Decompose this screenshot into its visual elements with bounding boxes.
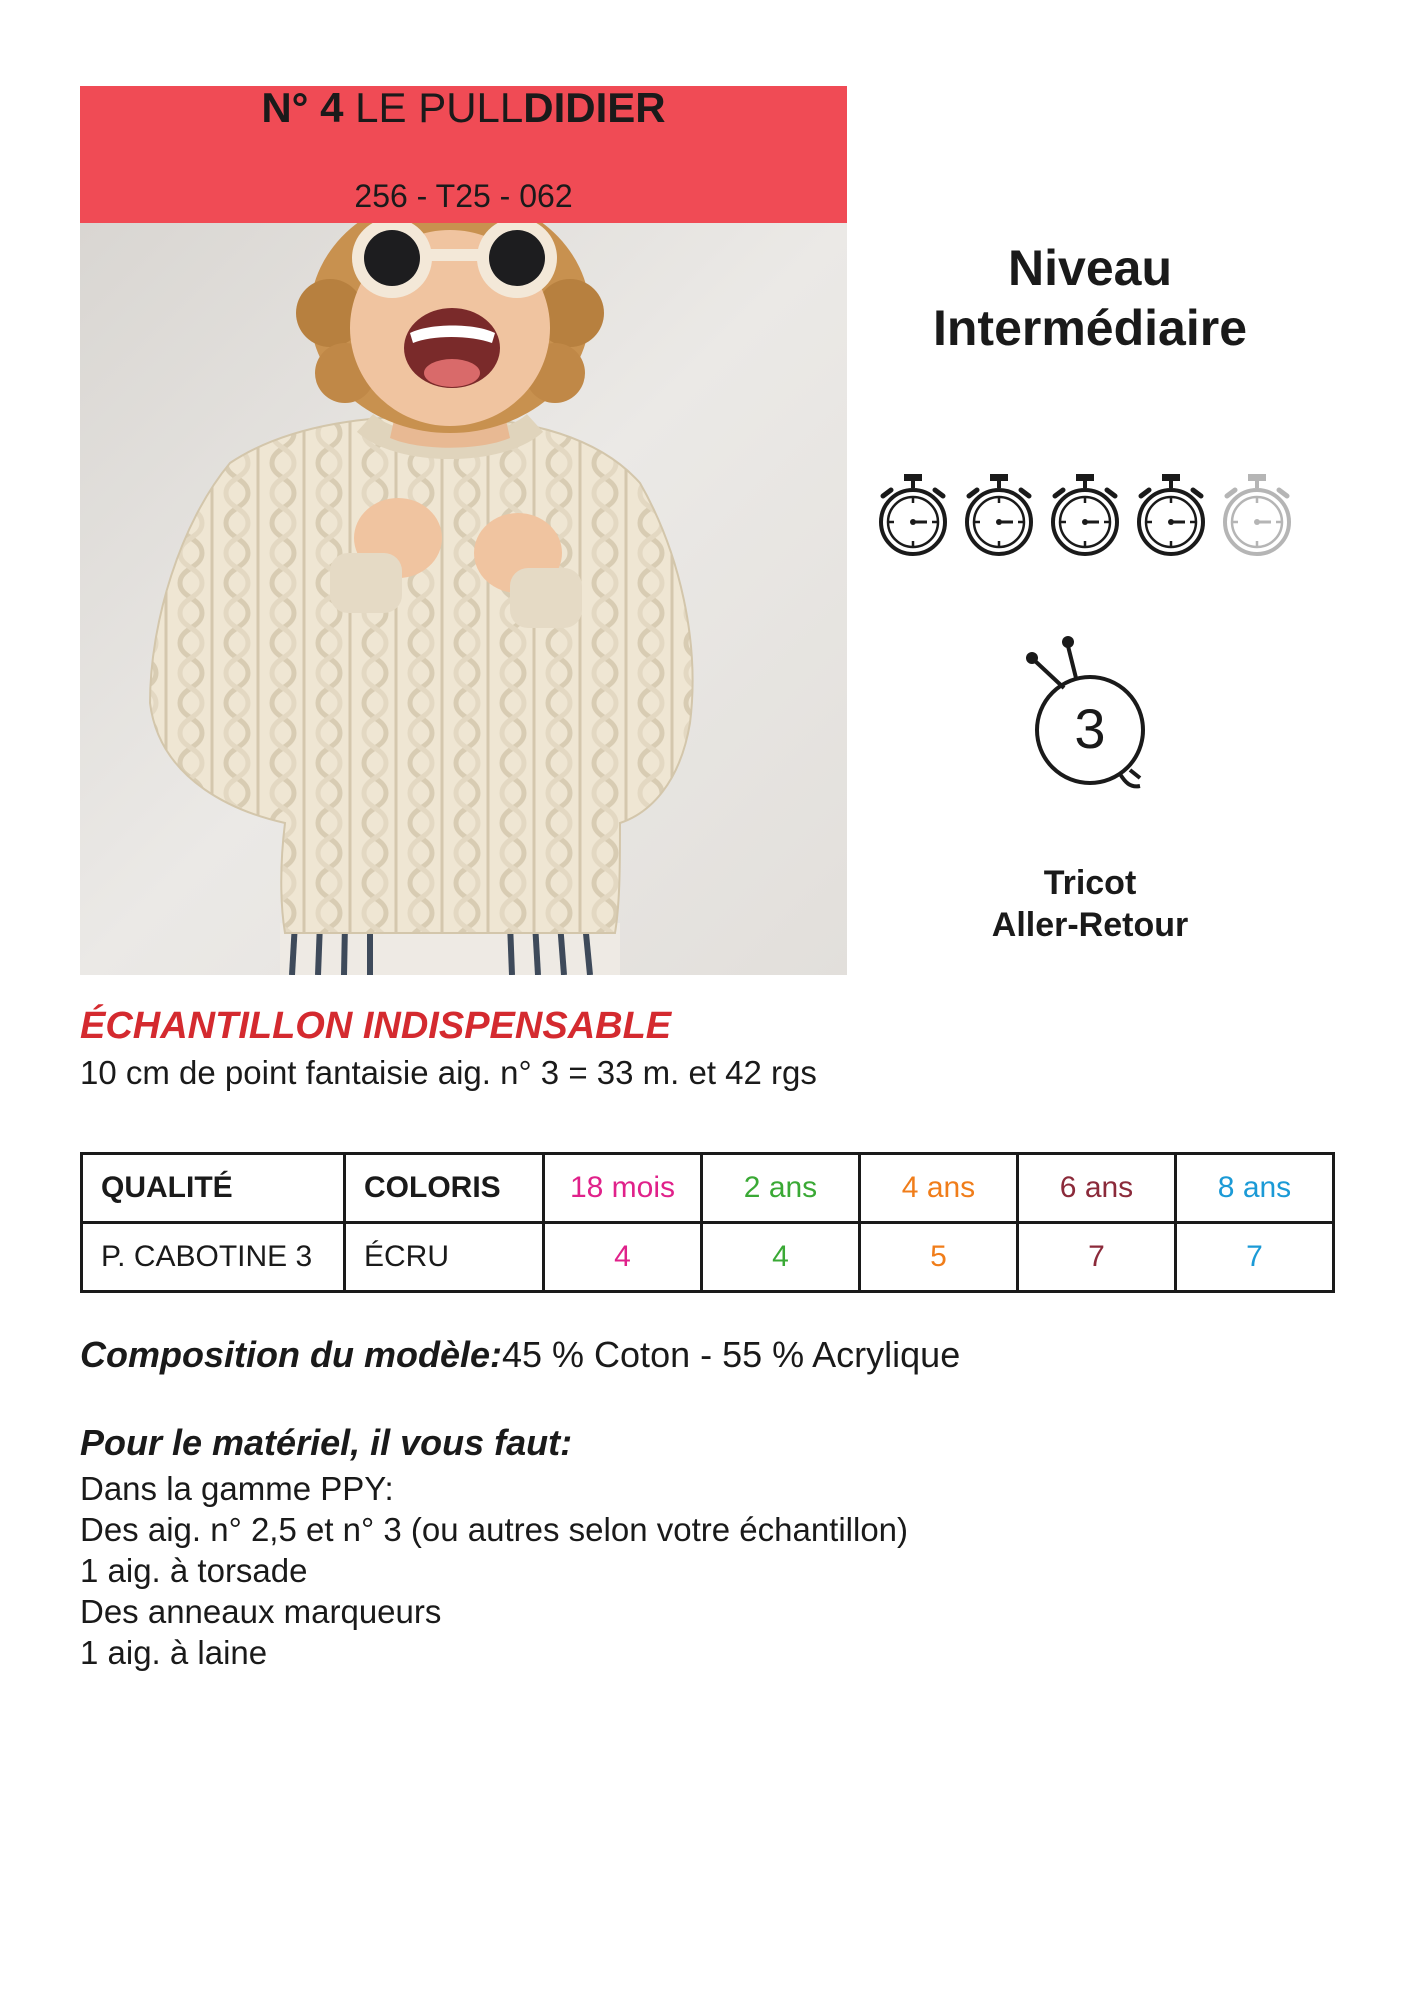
list-item: 1 aig. à torsade bbox=[80, 1552, 308, 1589]
difficulty-stopwatches bbox=[875, 470, 1295, 560]
cell-quantity: 7 bbox=[1018, 1223, 1176, 1292]
technique bbox=[900, 862, 1280, 946]
list-item: Dans la gamme PPY: bbox=[80, 1470, 394, 1507]
header-size: 6 ans bbox=[1018, 1154, 1176, 1223]
child-in-cable-knit-sweater-photo bbox=[80, 223, 847, 975]
header-size: 8 ans bbox=[1176, 1154, 1334, 1223]
header-size: 18 mois bbox=[544, 1154, 702, 1223]
sample-text: 10 cm de point fantaisie aig. n° 3 = 33 m. et 42 rgs bbox=[80, 1054, 817, 1091]
needle-size: 3 bbox=[1074, 697, 1106, 760]
list-item: 1 aig. à laine bbox=[80, 1634, 268, 1671]
composition-value: 45 % Coton - 55 % Acrylique bbox=[501, 1334, 961, 1375]
cell-quality: P. CABOTINE 3 bbox=[82, 1223, 345, 1292]
stopwatch-icon bbox=[1225, 474, 1289, 554]
cell-quantity: 7 bbox=[1176, 1223, 1334, 1292]
yarn-ball-icon bbox=[1020, 632, 1160, 790]
material-list bbox=[80, 1468, 908, 1673]
stopwatch-icon bbox=[1139, 474, 1203, 554]
header-quality: QUALITÉ bbox=[82, 1154, 345, 1223]
table-header-row bbox=[82, 1154, 1334, 1223]
list-item: Des aig. n° 2,5 et n° 3 (ou autres selon votre échantillon) bbox=[80, 1511, 909, 1548]
sample-heading: ÉCHANTILLON INDISPENSABLE bbox=[80, 1005, 672, 1047]
technique-line1: Tricot bbox=[1043, 864, 1137, 902]
header-banner bbox=[80, 86, 847, 223]
stopwatch-icon bbox=[881, 474, 945, 554]
header-size: 4 ans bbox=[860, 1154, 1018, 1223]
cell-quantity: 4 bbox=[702, 1223, 860, 1292]
header-color: COLORIS bbox=[345, 1154, 544, 1223]
pattern-reference: 256 - T25 - 062 bbox=[354, 178, 573, 214]
technique-line2: Aller-Retour bbox=[991, 906, 1189, 944]
material-heading: Pour le matériel, il vous faut: bbox=[80, 1422, 573, 1463]
list-item: Des anneaux marqueurs bbox=[80, 1593, 442, 1630]
cell-color: ÉCRU bbox=[345, 1223, 544, 1292]
difficulty-level bbox=[870, 238, 1310, 358]
composition bbox=[80, 1333, 960, 1377]
level-label: Niveau bbox=[1008, 240, 1172, 296]
cell-quantity: 5 bbox=[860, 1223, 1018, 1292]
cell-quantity: 4 bbox=[544, 1223, 702, 1292]
composition-label: Composition du modèle: bbox=[80, 1334, 502, 1375]
stopwatch-icon bbox=[967, 474, 1031, 554]
yarn-quantity-table bbox=[80, 1152, 1335, 1293]
pattern-title: N° 4 LE PULLDIDIER bbox=[261, 84, 666, 131]
stopwatch-icon bbox=[1053, 474, 1117, 554]
table-row bbox=[82, 1223, 1334, 1292]
level-value: Intermédiaire bbox=[932, 300, 1247, 356]
header-size: 2 ans bbox=[702, 1154, 860, 1223]
